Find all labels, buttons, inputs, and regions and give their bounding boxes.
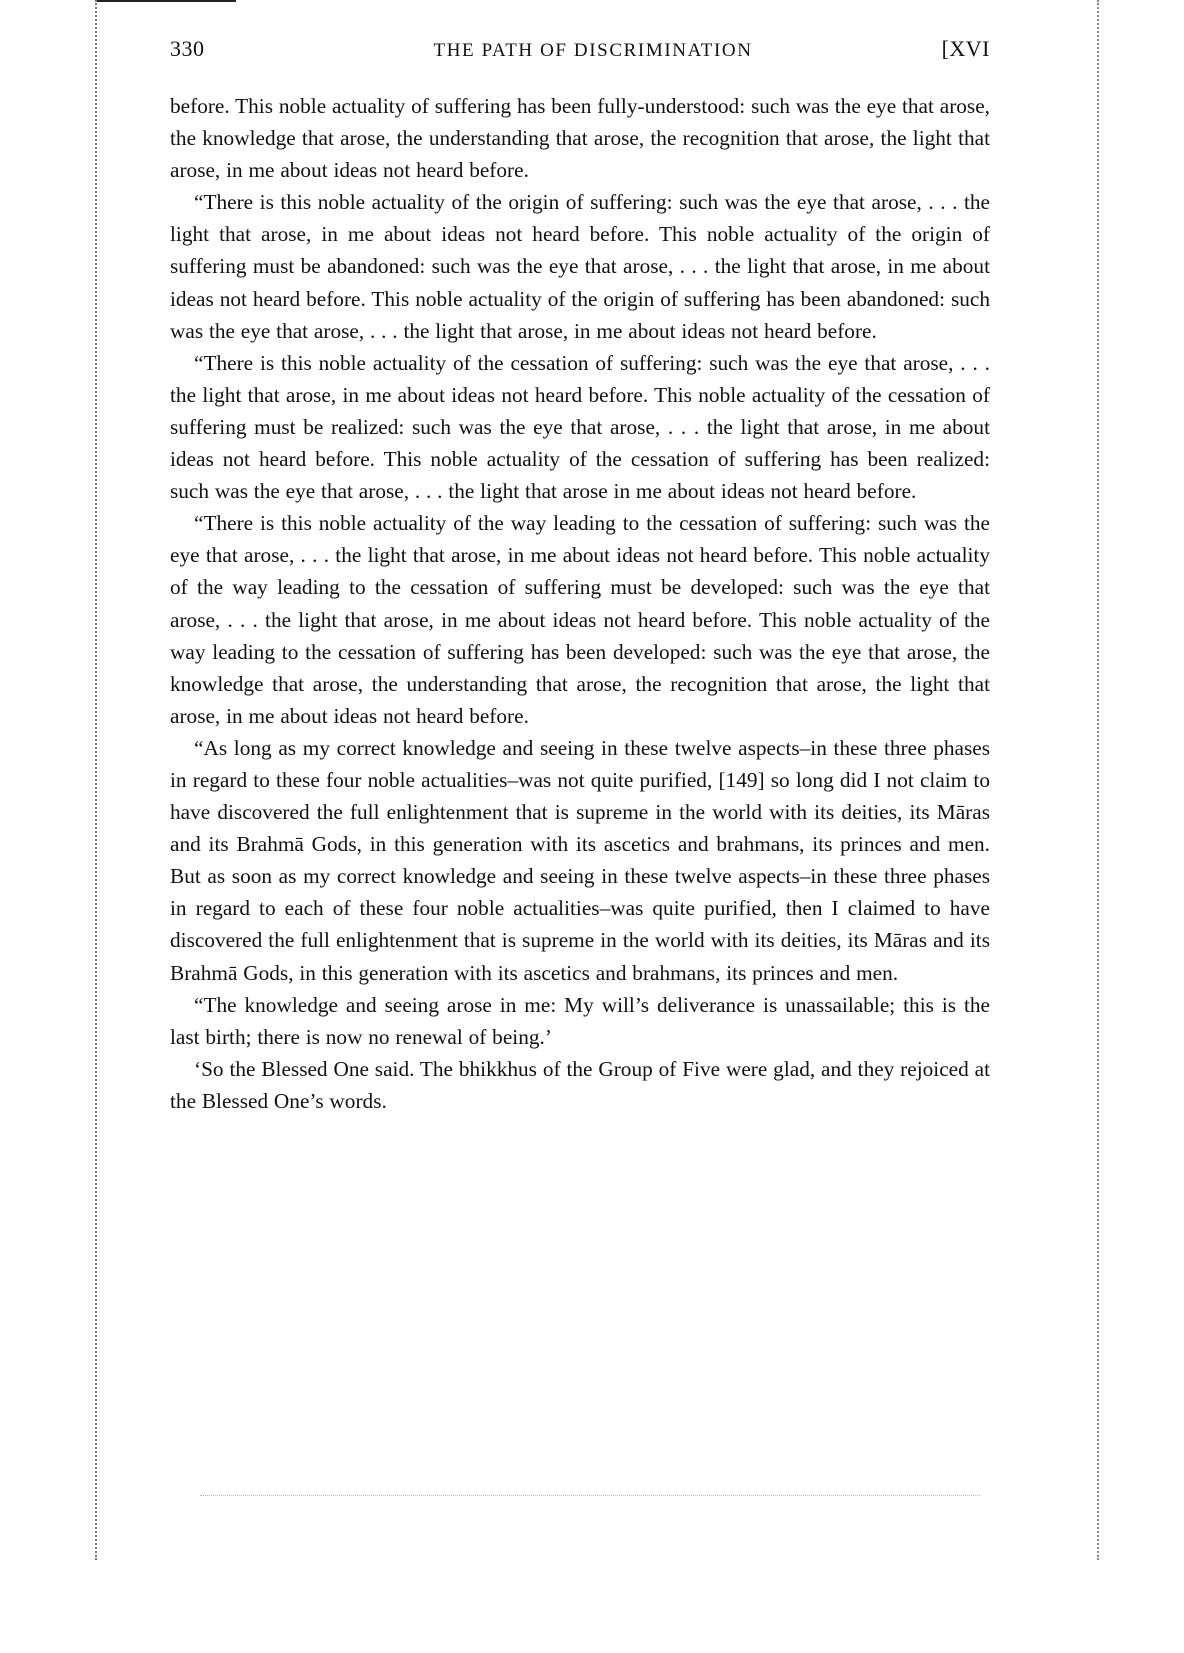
paragraph: “As long as my correct knowledge and seeing in these twelve aspects–in these three phases in regard to these four noble actualities–was not quite purified, [149] so long did I not claim to have discovered the full enlightenment that is supreme in the world with its deities, its Māras and its Brahmā Gods, in this generation with its ascetics and brahmans, its princes and men. But as soon as my correct knowledge and seeing in these twelve aspects–in these three phases in regard to each of these four noble actualities–was quite purified, then I claimed to have discovered the full enlightenment that is supreme in the world with its deities, its Māras and its Brahmā Gods, in this generation with its ascetics and brahmans, its princes and men.: [170, 735, 990, 985]
scan-edge-top: [96, 0, 236, 2]
scan-noise: [200, 1495, 980, 1504]
paragraph: “The knowledge and seeing arose in me: My will’s deliverance is unassailable; this is the last birth; there is now no renewal of being.’: [170, 992, 990, 1049]
scan-edge-right: [1097, 0, 1100, 1560]
paragraph: “There is this noble actuality of the cessation of suffering: such was the eye that arose, . . . the light that arose, in me about ideas not heard before. This noble actuality of the cessation of suffering must be realized: such was the eye that arose, . . . the light that arose, in me about ideas not heard before. This noble actuality of the cessation of suffering has been realized: such was the eye that arose, . . . the light that arose in me about ideas not heard before.: [170, 350, 990, 504]
paragraph: before. This noble actuality of suffering has been fully-understood: such was the eye that arose, the knowledge that arose, the understanding that arose, the recognition that arose, the light that arose, in me about ideas not heard before.: [170, 94, 990, 183]
paragraph: “There is this noble actuality of the way leading to the cessation of suffering: such was the eye that arose, . . . the light that arose, in me about ideas not heard before. This noble actuality of the way leading to the cessation of suffering must be developed: such was the eye that arose, . . . the light that arose, in me about ideas not heard before. This noble actuality of the way leading to the cessation of suffering has been developed: such was the eye that arose, the knowledge that arose, the understanding that arose, the recognition that arose, the light that arose, in me about ideas not heard before.: [170, 511, 990, 728]
running-head: [170, 36, 990, 70]
paragraph: “There is this noble actuality of the origin of suffering: such was the eye that arose, . . . the light that arose, in me about ideas not heard before. This noble actuality of the origin of suffering must be abandoned: such was the eye that arose, . . . the light that arose, in me about ideas not heard before. This noble actuality of the origin of suffering has been abandoned: such was the eye that arose, . . . the light that arose, in me about ideas not heard before.: [170, 190, 990, 343]
chapter-marker: [XVI: [941, 36, 990, 61]
scan-edge-left: [95, 0, 98, 1560]
paragraph: ‘So the Blessed One said. The bhikkhus of the Group of Five were glad, and they rejoiced at the Blessed One’s words.: [170, 1056, 990, 1113]
page-number: 330: [170, 36, 205, 61]
body-text: [170, 90, 990, 1117]
running-title: THE PATH OF DISCRIMINATION: [433, 40, 753, 61]
book-page: [170, 36, 990, 1117]
